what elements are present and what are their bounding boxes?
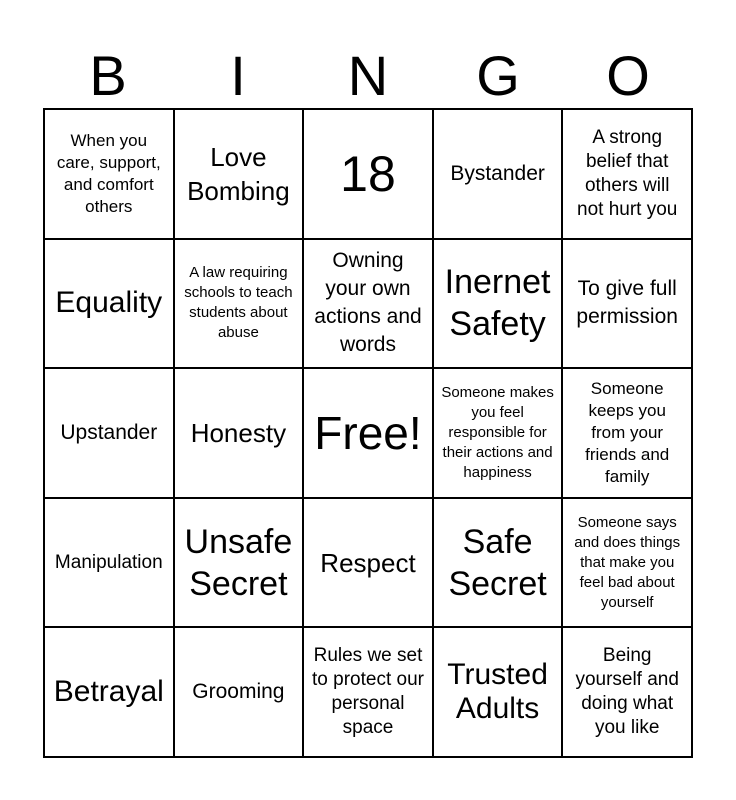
bingo-cell[interactable] bbox=[563, 628, 693, 758]
bingo-cell[interactable] bbox=[304, 499, 434, 629]
header-letter-b: B bbox=[89, 44, 127, 107]
bingo-cell[interactable] bbox=[434, 499, 564, 629]
cell-text: Inernet Safety bbox=[444, 263, 551, 344]
bingo-cell[interactable] bbox=[175, 240, 305, 370]
bingo-board bbox=[43, 108, 693, 758]
cell-text: Bystander bbox=[450, 161, 545, 185]
bingo-cell[interactable] bbox=[434, 628, 564, 758]
cell-text: When you care, support, and comfort others bbox=[56, 130, 161, 216]
bingo-cell[interactable] bbox=[304, 240, 434, 370]
bingo-cell[interactable] bbox=[304, 110, 434, 240]
cell-text: Upstander bbox=[60, 420, 158, 444]
bingo-cell[interactable] bbox=[434, 369, 564, 499]
cell-text: Being yourself and doing what you like bbox=[575, 645, 679, 739]
bingo-cell[interactable] bbox=[175, 110, 305, 240]
cell-text: Free! bbox=[314, 406, 422, 459]
bingo-cell[interactable] bbox=[175, 369, 305, 499]
cell-text: To give full permission bbox=[576, 277, 678, 329]
cell-text: Owning your own actions and words bbox=[314, 249, 422, 357]
bingo-cell[interactable] bbox=[563, 110, 693, 240]
cell-text: Respect bbox=[320, 547, 416, 578]
cell-text: A law requiring schools to teach students about abuse bbox=[184, 264, 293, 342]
bingo-cell[interactable] bbox=[45, 240, 175, 370]
cell-text: Betrayal bbox=[53, 675, 164, 709]
bingo-cell[interactable] bbox=[304, 628, 434, 758]
cell-text: Someone keeps you from your friends and family bbox=[585, 378, 670, 486]
cell-text: Trusted Adults bbox=[447, 658, 548, 726]
bingo-cell[interactable] bbox=[434, 110, 564, 240]
header-letter-i: I bbox=[230, 44, 246, 107]
bingo-header bbox=[43, 44, 693, 108]
cell-text: Grooming bbox=[192, 680, 285, 704]
cell-text: A strong belief that others will not hurt you bbox=[577, 126, 678, 220]
bingo-cell[interactable] bbox=[563, 499, 693, 629]
cell-text: Safe Secret bbox=[448, 522, 547, 603]
cell-text: Unsafe Secret bbox=[184, 522, 293, 603]
cell-text: 18 bbox=[340, 145, 396, 202]
bingo-cell[interactable] bbox=[434, 240, 564, 370]
bingo-cell[interactable] bbox=[45, 110, 175, 240]
bingo-cell[interactable] bbox=[45, 499, 175, 629]
bingo-cell[interactable] bbox=[45, 369, 175, 499]
cell-text: Equality bbox=[55, 286, 163, 320]
cell-text: Rules we set to protect our personal space bbox=[312, 645, 424, 739]
cell-text: Someone makes you feel responsible for their actions and happiness bbox=[441, 383, 554, 481]
bingo-cell[interactable] bbox=[175, 499, 305, 629]
free-space[interactable] bbox=[304, 369, 434, 499]
cell-text: Manipulation bbox=[54, 551, 163, 573]
cell-text: Honesty bbox=[190, 417, 287, 448]
header-letter-n: N bbox=[347, 44, 389, 107]
bingo-cell[interactable] bbox=[45, 628, 175, 758]
cell-text: Love Bombing bbox=[187, 141, 290, 206]
bingo-cell[interactable] bbox=[563, 369, 693, 499]
cell-text: Someone says and does things that make you feel bad about yourself bbox=[574, 513, 681, 611]
bingo-cell[interactable] bbox=[563, 240, 693, 370]
bingo-cell[interactable] bbox=[175, 628, 305, 758]
header-letter-g: G bbox=[476, 44, 520, 107]
header-letter-o: O bbox=[606, 44, 650, 107]
